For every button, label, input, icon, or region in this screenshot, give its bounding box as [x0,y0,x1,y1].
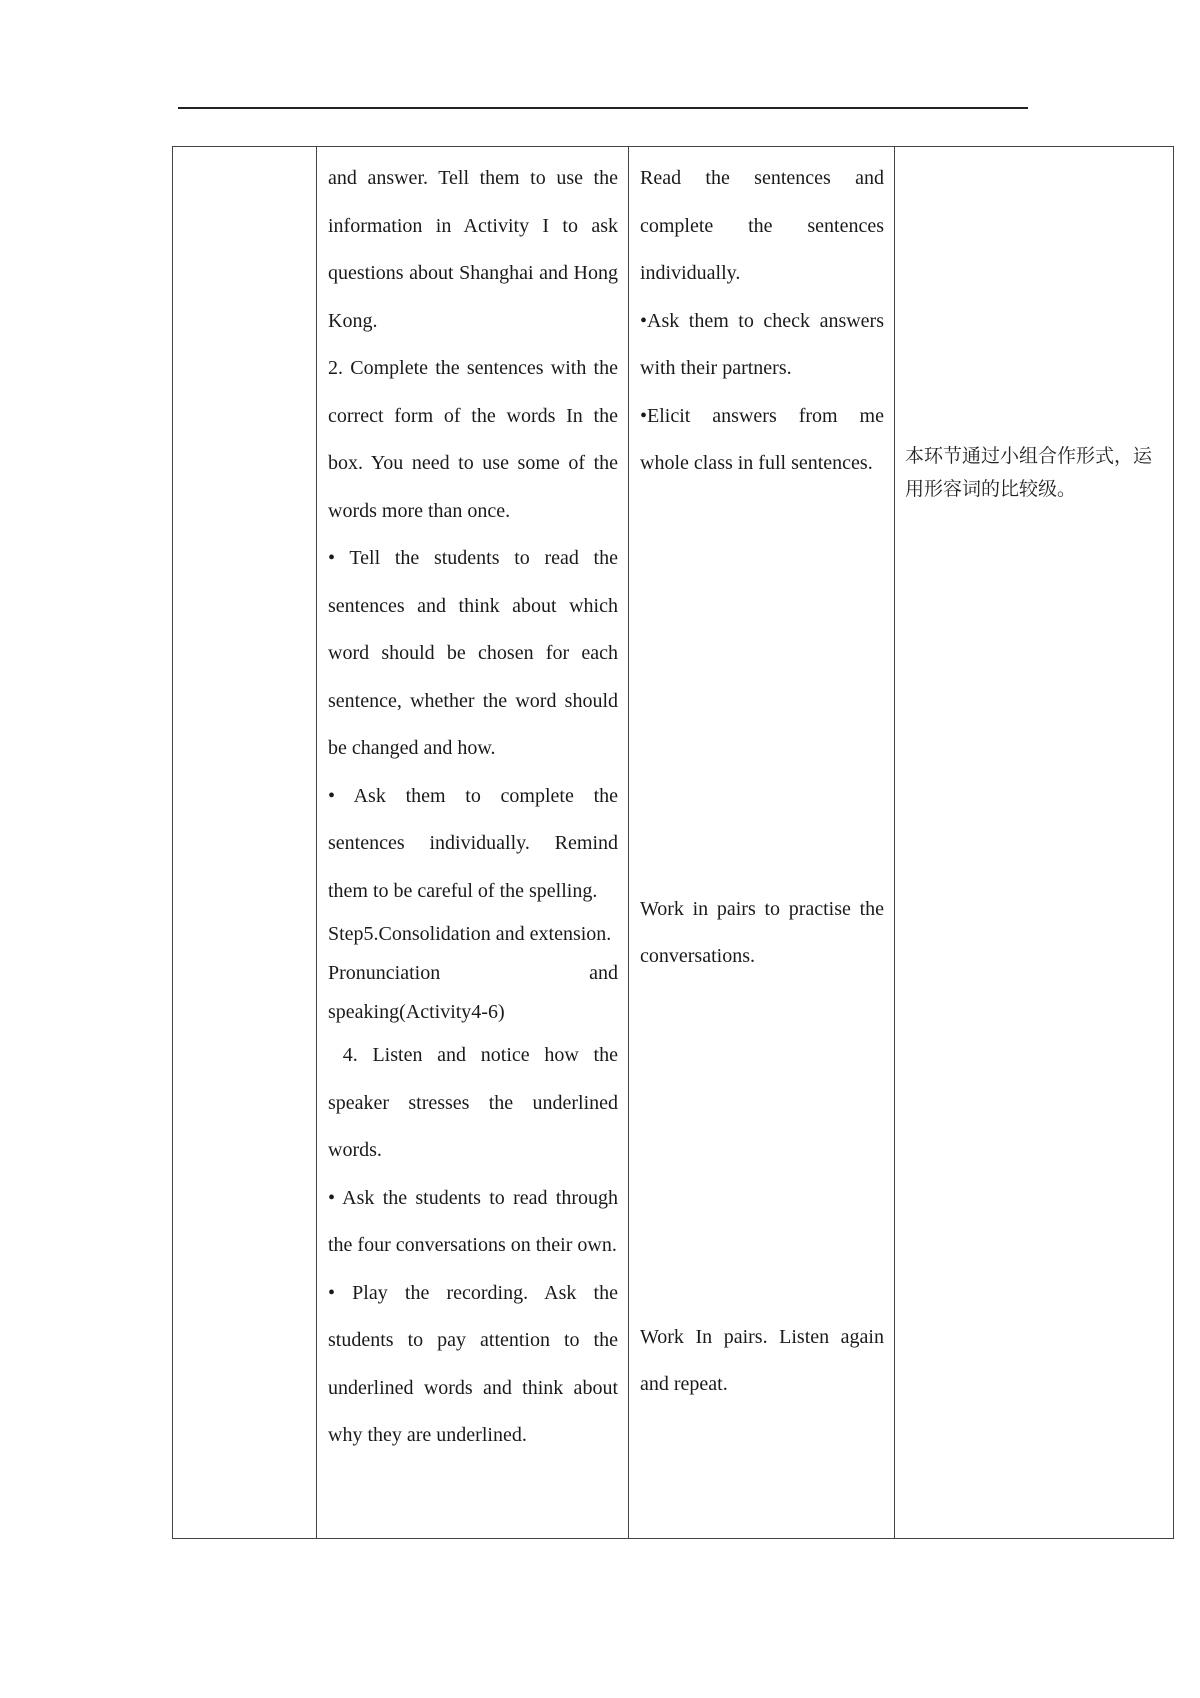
student-paragraph-2: •Ask them to check answers with their partners. [640,309,884,379]
student-activity-cell [629,147,895,1539]
step-heading [328,915,618,954]
lesson-plan-table [172,146,1174,1539]
student-paragraph-5: Work In pairs. Listen again and repeat. [640,1325,884,1395]
student-paragraph-3: •Elicit answers from me whole class in full sentences. [640,404,884,474]
design-intent-cell [895,147,1174,1539]
teacher-paragraph-1: and answer. Tell them to use the information in Activity I to ask questions about Shanghai and Hong Kong. [328,167,618,332]
teacher-activity-cell [317,147,629,1539]
student-paragraph-1: Read the sentences and complete the sentences individually. [640,167,884,284]
teacher-paragraph-4: • Ask them to complete the sentences individually. Remind them to be careful of the spelling. [328,784,618,902]
teacher-paragraph-play-recording: • Play the recording. Ask the students to pay attention to the underlined words and think about why they are underlined. [328,1281,618,1446]
stage-cell [173,147,317,1539]
design-intent-note: 本环节通过小组合作形式，运用形容词的比较级。 [905,445,1153,500]
student-paragraph-4: Work in pairs to practise the conversations. [640,897,884,967]
table-row [173,147,1174,1539]
teacher-paragraph-listen: 4. Listen and notice how the speaker stresses the underlined words. [328,1044,623,1161]
spacer [640,981,884,1314]
step-heading-text: Step5.Consolidation and extension. [328,923,612,945]
teacher-paragraph-read-through: • Ask the students to read through the four conversations on their own. [328,1186,618,1256]
teacher-paragraph-2: 2. Complete the sentences with the correct form of the words In the box. You need to use some of the words more than once. [328,357,618,522]
header-rule [178,107,1028,109]
teacher-paragraph-3: • Tell the students to read the sentences and think about which word should be chosen for each sentence, whether the word should be changed and how. [328,547,618,759]
pronunciation-heading: Pronunciation and speaking(Activity4-6) [328,962,618,1023]
spacer [640,488,884,886]
